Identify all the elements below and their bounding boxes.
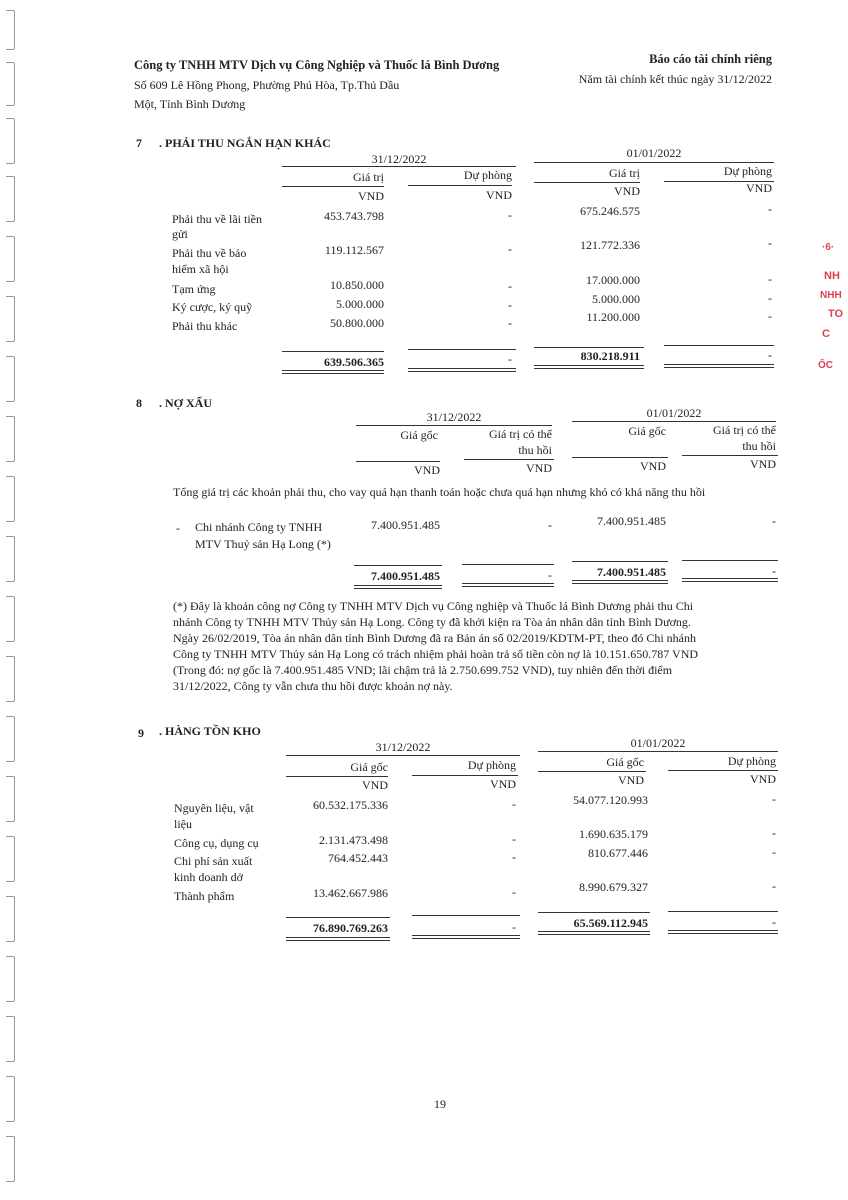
- s7-date-prior: 01/01/2022: [626, 146, 682, 160]
- table-total: -: [768, 348, 772, 362]
- s7-col-value: Giá trị: [353, 170, 384, 184]
- table-row-label: kinh doanh dở: [174, 870, 244, 884]
- report-title: Báo cáo tài chính riêng: [649, 52, 772, 66]
- table-cell: 5.000.000: [336, 297, 384, 311]
- s9-col-cost: Giá gốc: [350, 760, 388, 774]
- binder-hole: [6, 118, 15, 164]
- table-cell: -: [768, 291, 772, 305]
- section-7-number: 7: [136, 136, 142, 150]
- table-cell: 764.452.443: [328, 851, 388, 865]
- footnote-line: nhánh Công ty TNHH MTV Thủy sản Hạ Long. Công ty đã khởi kiện ra Tòa án nhân dân tỉnh Bình Dương.: [173, 615, 691, 629]
- table-cell: 5.000.000: [592, 292, 640, 306]
- section-8-number: 8: [136, 396, 142, 410]
- table-cell: 11.200.000: [586, 310, 640, 324]
- s7-unit: VND: [486, 188, 512, 202]
- table-cell: 13.462.667.986: [313, 886, 388, 900]
- table-row-label: Thành phẩm: [174, 889, 235, 903]
- binder-hole: [6, 10, 15, 50]
- page-number: 19: [434, 1097, 446, 1111]
- table-row-label: Nguyên liệu, vật: [174, 801, 254, 815]
- table-cell: 119.112.567: [324, 243, 384, 257]
- table-cell: 2.131.473.498: [319, 833, 388, 847]
- table-cell: -: [508, 242, 512, 256]
- table-row-label: liệu: [174, 817, 192, 831]
- footnote-line: Ngày 26/02/2019, Tòa án nhân dân tỉnh Bình Dương đã ra Bản án số 02/2019/KDTM-PT, theo đó Chi nhánh: [173, 631, 697, 645]
- binder-hole: [6, 776, 15, 822]
- table-cell: 60.532.175.336: [313, 798, 388, 812]
- s9-unit: VND: [618, 773, 644, 787]
- s9-unit: VND: [490, 777, 516, 791]
- binder-hole: [6, 62, 15, 106]
- s7-col-provision: Dự phòng: [463, 168, 512, 182]
- binder-hole: [6, 476, 15, 522]
- s8-date-current: 31/12/2022: [426, 410, 482, 424]
- section-9-title: . HÀNG TỒN KHO: [159, 724, 261, 738]
- footnote-line: (*) Đây là khoản công nợ Công ty TNHH MTV Dịch vụ Công nghiệp và Thuốc lá Bình Dương phải thu Chi: [173, 599, 694, 613]
- s8-col-recoverable: Giá trị có thể: [489, 427, 552, 441]
- s8-col-cost: Giá gốc: [400, 428, 438, 442]
- table-row-label: Chi nhánh Công ty TNHH: [195, 520, 323, 534]
- table-cell: -: [512, 885, 516, 899]
- table-cell: -: [508, 316, 512, 330]
- table-cell: -: [768, 236, 772, 250]
- company-address-line1: Số 609 Lê Hồng Phong, Phường Phú Hòa, Tp.Thủ Dầu: [134, 78, 400, 92]
- s7-col-provision: Dự phòng: [723, 164, 772, 178]
- table-total: 7.400.951.485: [371, 569, 440, 583]
- table-cell: 50.800.000: [330, 316, 384, 330]
- table-cell: -: [772, 514, 776, 528]
- table-total: -: [512, 920, 516, 934]
- table-cell: 121.772.336: [580, 238, 640, 252]
- binder-hole: [6, 356, 15, 402]
- table-cell: -: [548, 518, 552, 532]
- table-row-label: Phải thu về lãi tiền: [172, 212, 262, 226]
- binder-hole: [6, 596, 15, 642]
- binder-hole: [6, 296, 15, 342]
- s9-col-cost: Giá gốc: [606, 755, 644, 769]
- table-row-label: gửi: [172, 227, 188, 241]
- binder-hole: [6, 536, 15, 582]
- footnote-line: 31/12/2022, Công ty vẫn chưa thu hồi được khoản nợ này.: [173, 679, 453, 693]
- table-total: -: [508, 352, 512, 366]
- section-8-title: . NỢ XẤU: [159, 396, 212, 410]
- s7-unit: VND: [746, 181, 772, 195]
- table-row-label: Chi phí sản xuất: [174, 854, 253, 868]
- table-cell: -: [772, 792, 776, 806]
- binder-hole: [6, 1076, 15, 1122]
- s9-date-current: 31/12/2022: [375, 740, 431, 754]
- s7-date-current: 31/12/2022: [371, 152, 427, 166]
- binder-hole: [6, 416, 15, 462]
- table-cell: -: [768, 202, 772, 216]
- s8-col-recoverable: thu hồi: [518, 443, 552, 457]
- table-cell: -: [772, 879, 776, 893]
- s9-unit: VND: [362, 778, 388, 792]
- section-7-title: . PHẢI THU NGẮN HẠN KHÁC: [159, 136, 331, 150]
- binder-hole: [6, 1016, 15, 1062]
- table-row-label: Công cụ, dụng cụ: [174, 836, 259, 850]
- table-cell: 8.990.679.327: [579, 880, 648, 894]
- s8-date-prior: 01/01/2022: [646, 406, 702, 420]
- table-cell: -: [772, 826, 776, 840]
- table-total: 65.569.112.945: [573, 916, 648, 930]
- table-cell: -: [768, 309, 772, 323]
- binder-hole: [6, 836, 15, 882]
- table-row-label: Tạm ứng: [172, 282, 216, 296]
- table-cell: -: [512, 850, 516, 864]
- table-total: -: [548, 568, 552, 582]
- table-cell: -: [508, 208, 512, 222]
- binder-hole: [6, 1136, 15, 1182]
- company-name: Công ty TNHH MTV Dịch vụ Công Nghiệp và Thuốc lá Bình Dương: [134, 58, 500, 72]
- table-cell: 7.400.951.485: [597, 514, 666, 528]
- table-cell: -: [508, 298, 512, 312]
- table-row-label: Phải thu về bảo: [172, 246, 247, 260]
- s9-date-prior: 01/01/2022: [630, 736, 686, 750]
- table-cell: -: [772, 845, 776, 859]
- table-total: -: [772, 915, 776, 929]
- s8-description: Tổng giá trị các khoản phải thu, cho vay quá hạn thanh toán hoặc chưa quá hạn nhưng khó có khả năng thu hồi: [173, 485, 706, 499]
- list-bullet: -: [176, 521, 180, 535]
- binder-hole: [6, 956, 15, 1002]
- stamp-text: C: [822, 328, 830, 340]
- table-total: 76.890.769.263: [313, 921, 388, 935]
- stamp-text: NHH: [820, 290, 842, 301]
- table-total: 7.400.951.485: [597, 565, 666, 579]
- table-total: 639.506.365: [324, 355, 384, 369]
- binder-hole: [6, 896, 15, 942]
- table-cell: 453.743.798: [324, 209, 384, 223]
- s8-unit: VND: [414, 463, 440, 477]
- table-cell: 10.850.000: [330, 278, 384, 292]
- s8-unit: VND: [750, 457, 776, 471]
- footnote-line: Công ty TNHH MTV Thủy sản Hạ Long có trách nhiệm phải hoàn trả số tiền còn nợ là 10.151.650.787 VND: [173, 647, 699, 661]
- stamp-text: TO: [828, 308, 844, 320]
- table-cell: -: [512, 797, 516, 811]
- s9-col-provision: Dự phòng: [727, 754, 776, 768]
- s8-col-recoverable: Giá trị có thể: [713, 423, 776, 437]
- table-cell: -: [508, 279, 512, 293]
- fiscal-year: Năm tài chính kết thúc ngày 31/12/2022: [578, 72, 772, 86]
- table-row-label: Ký cược, ký quỹ: [172, 300, 253, 314]
- binder-hole: [6, 716, 15, 762]
- s9-unit: VND: [750, 772, 776, 786]
- table-cell: 7.400.951.485: [371, 518, 440, 532]
- table-cell: 17.000.000: [586, 273, 640, 287]
- company-address-line2: Một, Tỉnh Bình Dương: [134, 97, 246, 111]
- s8-unit: VND: [640, 459, 666, 473]
- table-cell: 675.246.575: [580, 204, 640, 218]
- s7-unit: VND: [358, 189, 384, 203]
- section-9-number: 9: [138, 726, 144, 740]
- binder-hole: [6, 236, 15, 282]
- table-total: -: [772, 564, 776, 578]
- binder-hole: [6, 656, 15, 702]
- table-row-label: hiểm xã hội: [172, 262, 229, 276]
- table-cell: -: [512, 832, 516, 846]
- binder-hole: [6, 176, 15, 222]
- table-total: 830.218.911: [580, 349, 640, 363]
- s7-col-value: Giá trị: [609, 166, 640, 180]
- table-row-label: MTV Thuỷ sản Hạ Long (*): [195, 537, 331, 551]
- s8-col-cost: Giá gốc: [628, 424, 666, 438]
- table-row-label: Phải thu khác: [172, 319, 238, 333]
- table-cell: 1.690.635.179: [579, 827, 648, 841]
- footnote-line: (Trong đó: nợ gốc là 7.400.951.485 VND; lãi chậm trả là 2.750.699.752 VND), tuy nhiên đến thời điểm: [173, 663, 673, 677]
- stamp-text: NH: [824, 270, 840, 282]
- table-cell: 810.677.446: [588, 846, 648, 860]
- s9-col-provision: Dự phòng: [467, 758, 516, 772]
- table-cell: -: [768, 272, 772, 286]
- table-cell: 54.077.120.993: [573, 793, 648, 807]
- s8-unit: VND: [526, 461, 552, 475]
- s7-unit: VND: [614, 184, 640, 198]
- s8-col-recoverable: thu hồi: [742, 439, 776, 453]
